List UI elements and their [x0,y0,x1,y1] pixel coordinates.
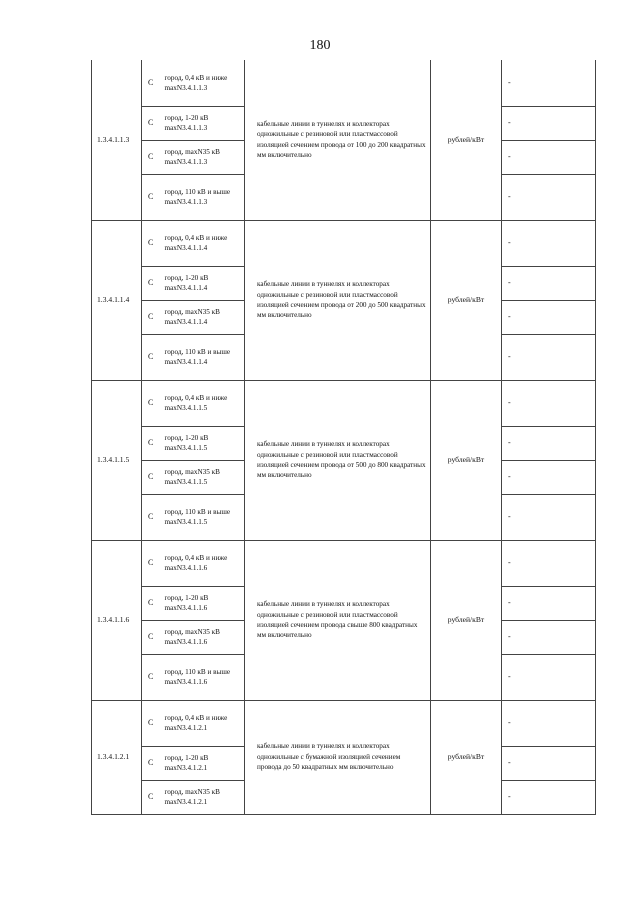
condition-text: город, 0,4 кВ и ниже maxN3.4.1.1.5 [163,380,245,426]
item-unit: рублей/кВт [431,60,502,220]
rate-value: - [502,220,596,266]
category-letter: С [142,220,163,266]
condition-text: город, 0,4 кВ и ниже maxN3.4.1.1.3 [163,60,245,106]
table-row [92,60,596,106]
category-letter: С [142,140,163,174]
rate-value: - [502,426,596,460]
condition-text: город, maxN35 кВ maxN3.4.1.1.5 [163,460,245,494]
condition-text: город, maxN35 кВ maxN3.4.1.1.6 [163,620,245,654]
item-unit: рублей/кВт [431,700,502,814]
tariff-table [91,60,596,815]
category-letter: С [142,460,163,494]
condition-text: город, 1-20 кВ maxN3.4.1.1.3 [163,106,245,140]
category-letter: С [142,780,163,814]
rate-value: - [502,746,596,780]
condition-text: город, 1-20 кВ maxN3.4.1.2.1 [163,746,245,780]
item-description: кабельные линии в туннелях и коллекторах одножильные с резиновой или пластмассовой изоляцией сечением провода от 500 до 800 квадратных мм включительно [245,380,431,540]
page-number: 180 [309,38,331,53]
table-row [92,700,596,746]
category-letter: С [142,540,163,586]
rate-value: - [502,174,596,220]
item-code: 1.3.4.1.2.1 [92,700,142,814]
condition-text: город, maxN35 кВ maxN3.4.1.1.4 [163,300,245,334]
rate-value: - [502,460,596,494]
rate-value: - [502,654,596,700]
condition-text: город, 0,4 кВ и ниже maxN3.4.1.2.1 [163,700,245,746]
condition-text: город, 110 кВ и выше maxN3.4.1.1.5 [163,494,245,540]
condition-text: город, 110 кВ и выше maxN3.4.1.1.3 [163,174,245,220]
condition-text: город, 110 кВ и выше maxN3.4.1.1.4 [163,334,245,380]
rate-value: - [502,620,596,654]
item-code: 1.3.4.1.1.3 [92,60,142,220]
rate-value: - [502,780,596,814]
rate-value: - [502,106,596,140]
category-letter: С [142,586,163,620]
item-unit: рублей/кВт [431,540,502,700]
category-letter: С [142,300,163,334]
condition-text: город, 110 кВ и выше maxN3.4.1.1.6 [163,654,245,700]
item-code: 1.3.4.1.1.4 [92,220,142,380]
condition-text: город, 1-20 кВ maxN3.4.1.1.4 [163,266,245,300]
tariff-table-wrap [91,60,595,815]
table-row [92,380,596,426]
rate-value: - [502,540,596,586]
condition-text: город, 1-20 кВ maxN3.4.1.1.6 [163,586,245,620]
rate-value: - [502,586,596,620]
condition-text: город, maxN35 кВ maxN3.4.1.1.3 [163,140,245,174]
rate-value: - [502,334,596,380]
item-code: 1.3.4.1.1.6 [92,540,142,700]
category-letter: С [142,620,163,654]
item-unit: рублей/кВт [431,380,502,540]
rate-value: - [502,380,596,426]
condition-text: город, 1-20 кВ maxN3.4.1.1.5 [163,426,245,460]
rate-value: - [502,494,596,540]
category-letter: С [142,700,163,746]
rate-value: - [502,266,596,300]
table-row [92,220,596,266]
condition-text: город, 0,4 кВ и ниже maxN3.4.1.1.6 [163,540,245,586]
category-letter: С [142,426,163,460]
condition-text: город, 0,4 кВ и ниже maxN3.4.1.1.4 [163,220,245,266]
item-description: кабельные линии в туннелях и коллекторах одножильные с резиновой или пластмассовой изоляцией сечением провода свыше 800 квадратных мм включительно [245,540,431,700]
rate-value: - [502,300,596,334]
category-letter: С [142,654,163,700]
category-letter: С [142,746,163,780]
rate-value: - [502,700,596,746]
category-letter: С [142,266,163,300]
item-description: кабельные линии в туннелях и коллекторах одножильные с бумажной изоляцией сечением провода до 50 квадратных мм включительно [245,700,431,814]
item-description: кабельные линии в туннелях и коллекторах одножильные с резиновой или пластмассовой изоляцией сечением провода от 200 до 500 квадратных мм включительно [245,220,431,380]
rate-value: - [502,60,596,106]
rate-value: - [502,140,596,174]
item-code: 1.3.4.1.1.5 [92,380,142,540]
category-letter: С [142,174,163,220]
category-letter: С [142,494,163,540]
item-unit: рублей/кВт [431,220,502,380]
item-description: кабельные линии в туннелях и коллекторах одножильные с резиновой или пластмассовой изоляцией сечением провода от 100 до 200 квадратных мм включительно [245,60,431,220]
table-row [92,540,596,586]
category-letter: С [142,60,163,106]
tariff-table-body [92,60,596,814]
category-letter: С [142,380,163,426]
condition-text: город, maxN35 кВ maxN3.4.1.2.1 [163,780,245,814]
category-letter: С [142,106,163,140]
category-letter: С [142,334,163,380]
